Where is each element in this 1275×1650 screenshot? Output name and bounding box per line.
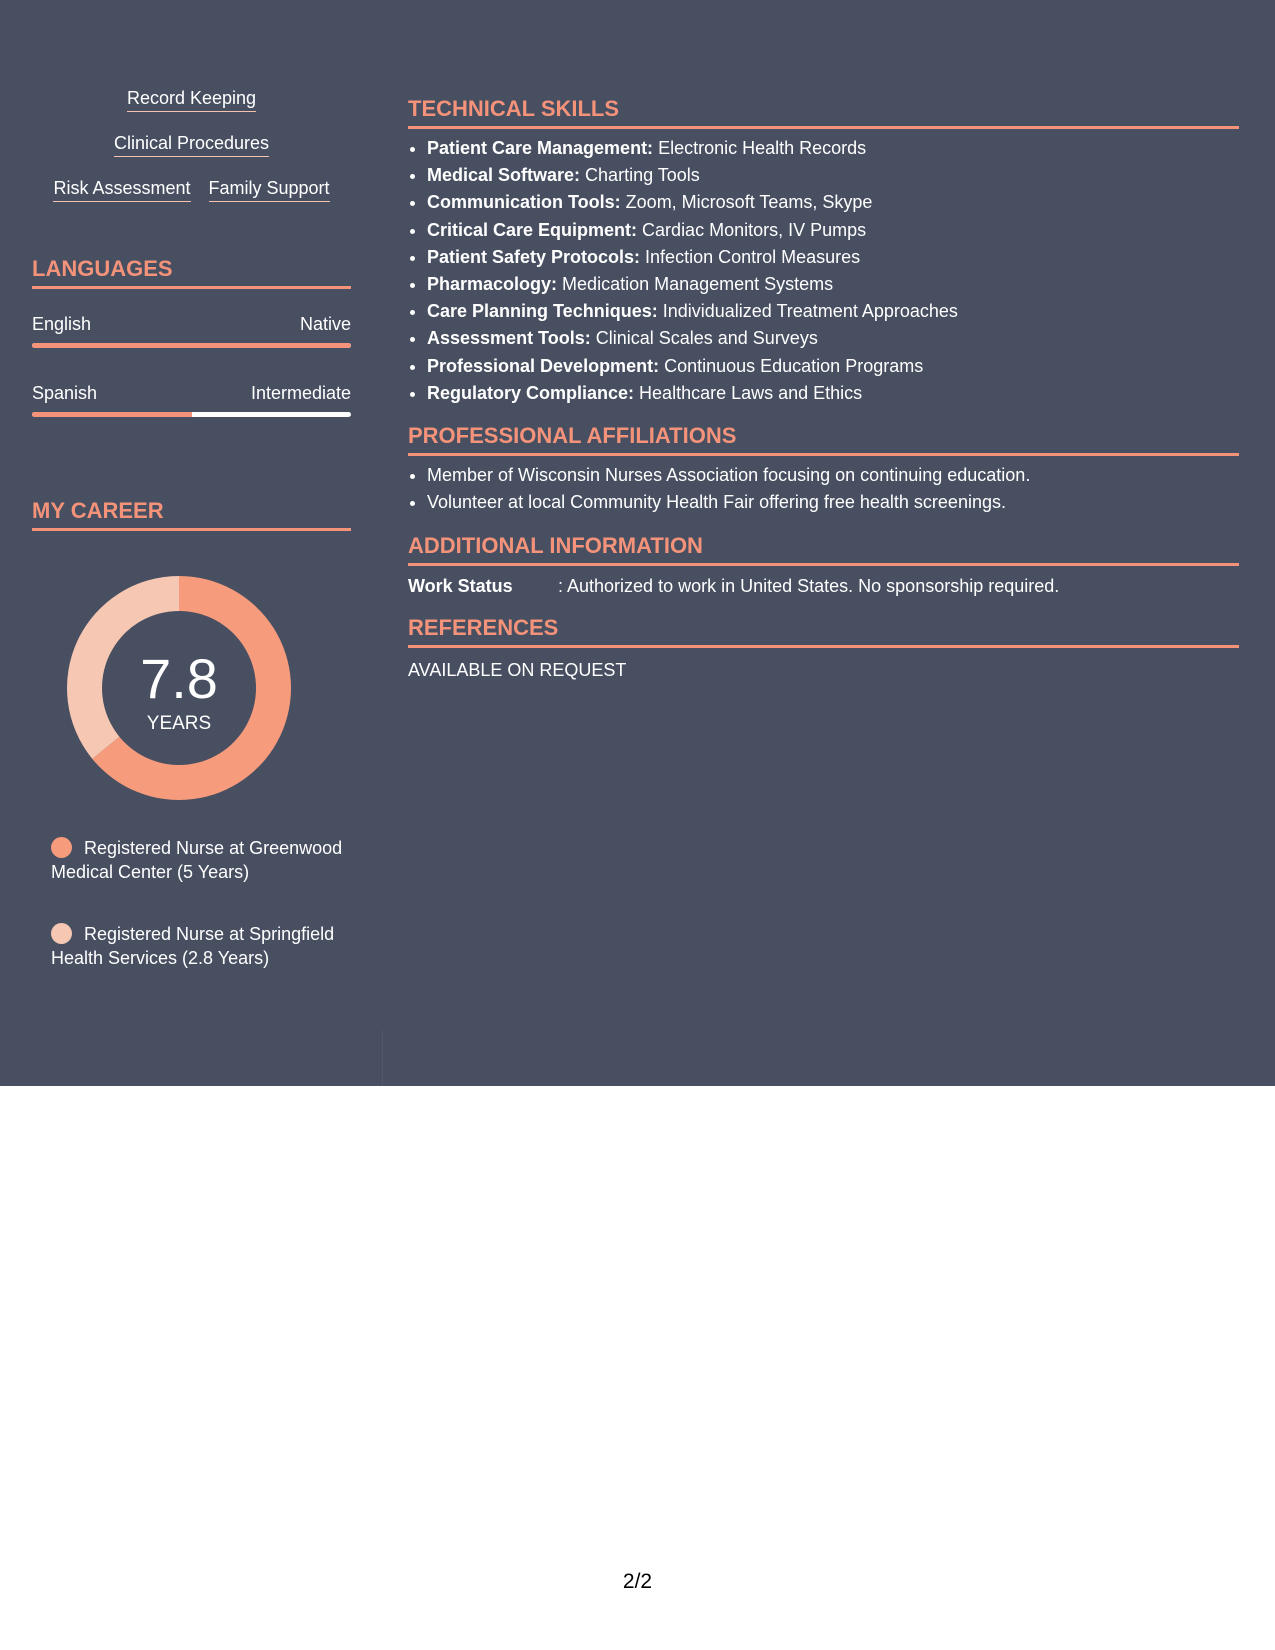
page-number: 2/2 [622, 1570, 653, 1593]
skill-tag: Record Keeping [127, 88, 256, 112]
language-bar-fill [32, 343, 351, 348]
legend-label: Registered Nurse at Springfield Health Services (2.8 Years) [51, 924, 335, 968]
technical-skills-list [408, 135, 1239, 407]
career-legend-item [51, 836, 351, 884]
work-status-label: Work Status [408, 576, 513, 596]
technical-skill-item [427, 271, 1239, 298]
legend-dot [51, 923, 72, 944]
technical-skill-label: Care Planning Techniques: [427, 301, 658, 322]
career-legend-item [51, 922, 351, 970]
skill-tag: Family Support [209, 178, 330, 202]
list-item: • Volunteer at local Community Health Fair offering free health screenings. [427, 489, 1239, 516]
career-unit: YEARS [146, 713, 212, 734]
technical-skill-label: Critical Care Equipment: [427, 219, 638, 240]
technical-skill-item [427, 135, 1239, 162]
additional-info-heading: ADDITIONAL INFORMATION [408, 533, 1239, 566]
technical-skill-label: Patient Care Management: [427, 138, 654, 158]
technical-skill-label: Assessment Tools: [427, 328, 591, 349]
technical-skill-label: Communication Tools: [427, 192, 621, 213]
technical-skill-value: Medication Management Systems [557, 274, 834, 295]
language-bar [32, 343, 351, 348]
technical-skill-item [427, 380, 1239, 407]
technical-skill-label: Regulatory Compliance: [427, 382, 635, 403]
technical-skill-label: Medical Software: [427, 165, 581, 186]
technical-skill-value: Cardiac Monitors, IV Pumps [637, 219, 867, 240]
technical-skill-value: Healthcare Laws and Ethics [634, 382, 863, 403]
language-level: Intermediate [250, 383, 351, 403]
affiliations-heading: PROFESSIONAL AFFILIATIONS [408, 423, 1239, 456]
technical-skill-item [427, 217, 1239, 244]
technical-skill-item [427, 353, 1239, 380]
technical-skill-label: Professional Development: [427, 355, 660, 376]
language-item [32, 383, 351, 417]
language-bar-fill [32, 412, 192, 417]
skill-row [32, 178, 351, 202]
technical-skill-value: Electronic Health Records [653, 138, 867, 158]
languages-heading: LANGUAGES [32, 256, 351, 289]
technical-skill-value: Zoom, Microsoft Teams, Skype [620, 192, 873, 213]
language-bar [32, 412, 351, 417]
technical-skill-label: Pharmacology: [427, 274, 558, 295]
references-text: AVAILABLE ON REQUEST [408, 660, 627, 680]
technical-skills-heading: TECHNICAL SKILLS [408, 96, 1239, 129]
career-total: 7.8 [140, 647, 218, 710]
skill-tag: Clinical Procedures [114, 133, 269, 157]
list-item: • Member of Wisconsin Nurses Association focusing on continuing education. [427, 462, 1239, 489]
column-divider [382, 1030, 383, 1086]
technical-skill-value: Infection Control Measures [640, 246, 861, 267]
skill-row [32, 88, 351, 112]
technical-skill-item [427, 298, 1239, 325]
technical-skill-value: Charting Tools [580, 165, 700, 186]
legend-label: Registered Nurse at Greenwood Medical Center (5 Years) [51, 838, 343, 882]
work-status-row [408, 576, 1239, 597]
technical-skill-label: Patient Safety Protocols: [427, 246, 641, 267]
technical-skill-item [427, 244, 1239, 271]
language-name: Spanish [32, 383, 98, 403]
career-donut-chart [59, 568, 299, 808]
affiliations-list [408, 462, 1239, 516]
language-name: English [32, 314, 92, 334]
language-item [32, 314, 351, 348]
work-status-value: : Authorized to work in United States. No sponsorship required. [558, 576, 1060, 596]
references-heading: REFERENCES [408, 615, 1239, 648]
technical-skill-value: Continuous Education Programs [659, 355, 924, 376]
skill-row [32, 133, 351, 157]
skill-tag: Risk Assessment [53, 178, 190, 202]
technical-skill-item [427, 325, 1239, 352]
technical-skill-value: Clinical Scales and Surveys [590, 328, 818, 349]
technical-skill-item [427, 162, 1239, 189]
language-level: Native [299, 314, 351, 334]
technical-skill-value: Individualized Treatment Approaches [657, 301, 958, 322]
technical-skill-item [427, 189, 1239, 216]
legend-dot [51, 837, 72, 858]
career-heading: MY CAREER [32, 498, 351, 531]
